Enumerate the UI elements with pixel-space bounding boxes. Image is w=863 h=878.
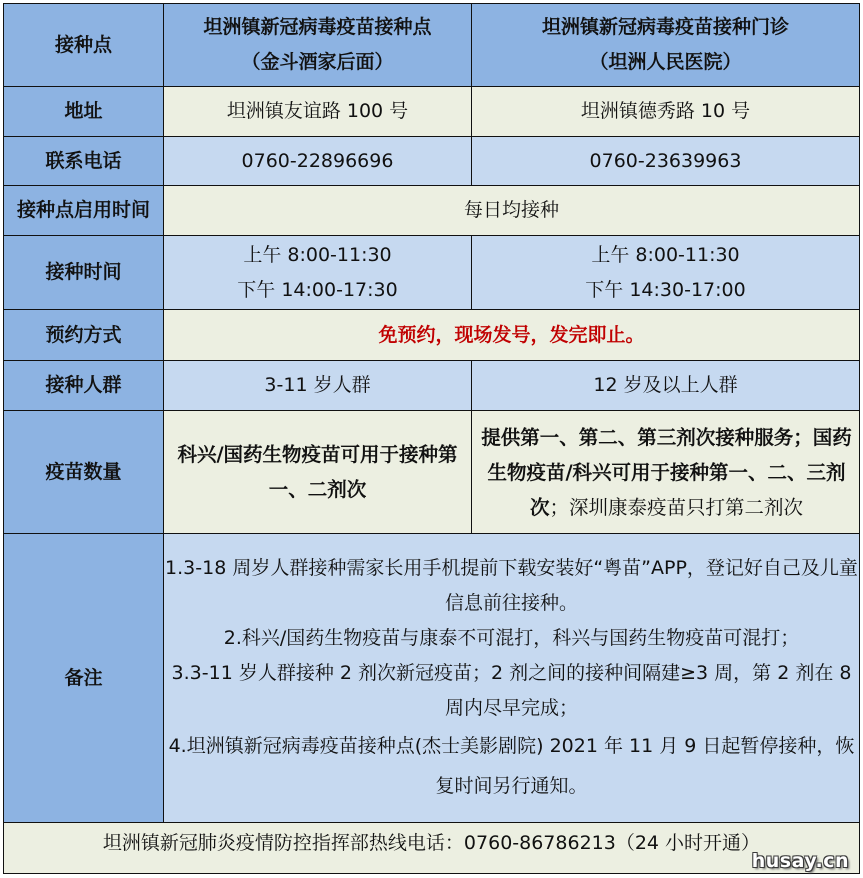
note-item-2: 2.科兴/国药生物疫苗与康泰不可混打，科兴与国药生物疫苗可混打； [223, 626, 800, 649]
site2-vaccine-normal: ；深圳康泰疫苗只打第二剂次 [549, 495, 804, 519]
note-item-4: 4.坦洲镇新冠病毒疫苗接种点(杰士美影剧院) 2021 年 11 月 9 日起暂停接种，恢复时间另行通知。 [168, 734, 855, 797]
site2-location: （坦洲人民医院） [589, 51, 742, 73]
site1-hours-am: 上午 8:00-11:30 [243, 243, 392, 266]
booking-row [4, 310, 860, 361]
hours-label: 接种时间 [4, 236, 164, 310]
open-time-row [4, 186, 860, 236]
site1-phone: 0760-22896696 [164, 137, 472, 186]
vaccination-schedule-table [3, 3, 860, 874]
note-item-3: 3.3-11 岁人群接种 2 剂次新冠疫苗；2 剂之间的接种间隔建≥3 周，第 2 剂在 8 周内尽早完成； [171, 661, 852, 719]
address-label: 地址 [4, 87, 164, 137]
hotline-footer: 坦洲镇新冠肺炎疫情防控指挥部热线电话：0760-86786213（24 小时开通） [4, 823, 860, 874]
address-row [4, 87, 860, 137]
site2-hours-pm: 下午 14:30-17:00 [585, 278, 746, 301]
site1-address: 坦洲镇友谊路 100 号 [164, 87, 472, 137]
site1-hours [164, 236, 472, 310]
notes-label: 备注 [4, 534, 164, 823]
booking-notice: 免预约，现场发号，发完即止。 [378, 323, 645, 346]
site1-hours-pm: 下午 14:00-17:30 [237, 278, 398, 301]
site2-address: 坦洲镇德秀路 10 号 [472, 87, 860, 137]
site2-vaccine [472, 411, 860, 534]
booking-value [164, 310, 860, 361]
vaccine-label: 疫苗数量 [4, 411, 164, 534]
site2-phone: 0760-23639963 [472, 137, 860, 186]
population-label: 接种人群 [4, 361, 164, 411]
footer-row [4, 823, 860, 874]
notes-content [164, 534, 860, 823]
booking-label: 预约方式 [4, 310, 164, 361]
site1-name: 坦洲镇新冠病毒疫苗接种点 [203, 16, 432, 38]
phone-row [4, 137, 860, 186]
site1-header [164, 4, 472, 87]
watermark-logo: husay.cn [751, 850, 849, 872]
open-time-label: 接种点启用时间 [4, 186, 164, 236]
site2-hours-am: 上午 8:00-11:30 [591, 243, 740, 266]
site2-population: 12 岁及以上人群 [472, 361, 860, 411]
notes-row [4, 534, 860, 823]
site1-vaccine: 科兴/国药生物疫苗可用于接种第一、二剂次 [164, 411, 472, 534]
site2-hours [472, 236, 860, 310]
header-row [4, 4, 860, 87]
site2-vaccine-bold: 提供第一、第二、第三剂次接种服务；国药生物疫苗/科兴可用于接种第一、二、三剂次 [481, 425, 852, 519]
hours-row [4, 236, 860, 310]
note-item-1: 1.3-18 周岁人群接种需家长用手机提前下载安装好“粤苗”APP，登记好自己及儿童信息前往接种。 [165, 556, 858, 614]
header-label: 接种点 [4, 4, 164, 87]
site1-population: 3-11 岁人群 [164, 361, 472, 411]
site1-location: （金斗酒家后面） [241, 51, 394, 73]
site2-name: 坦洲镇新冠病毒疫苗接种门诊 [541, 16, 789, 38]
site2-header [472, 4, 860, 87]
open-time-value: 每日均接种 [164, 186, 860, 236]
vaccine-row [4, 411, 860, 534]
population-row [4, 361, 860, 411]
phone-label: 联系电话 [4, 137, 164, 186]
